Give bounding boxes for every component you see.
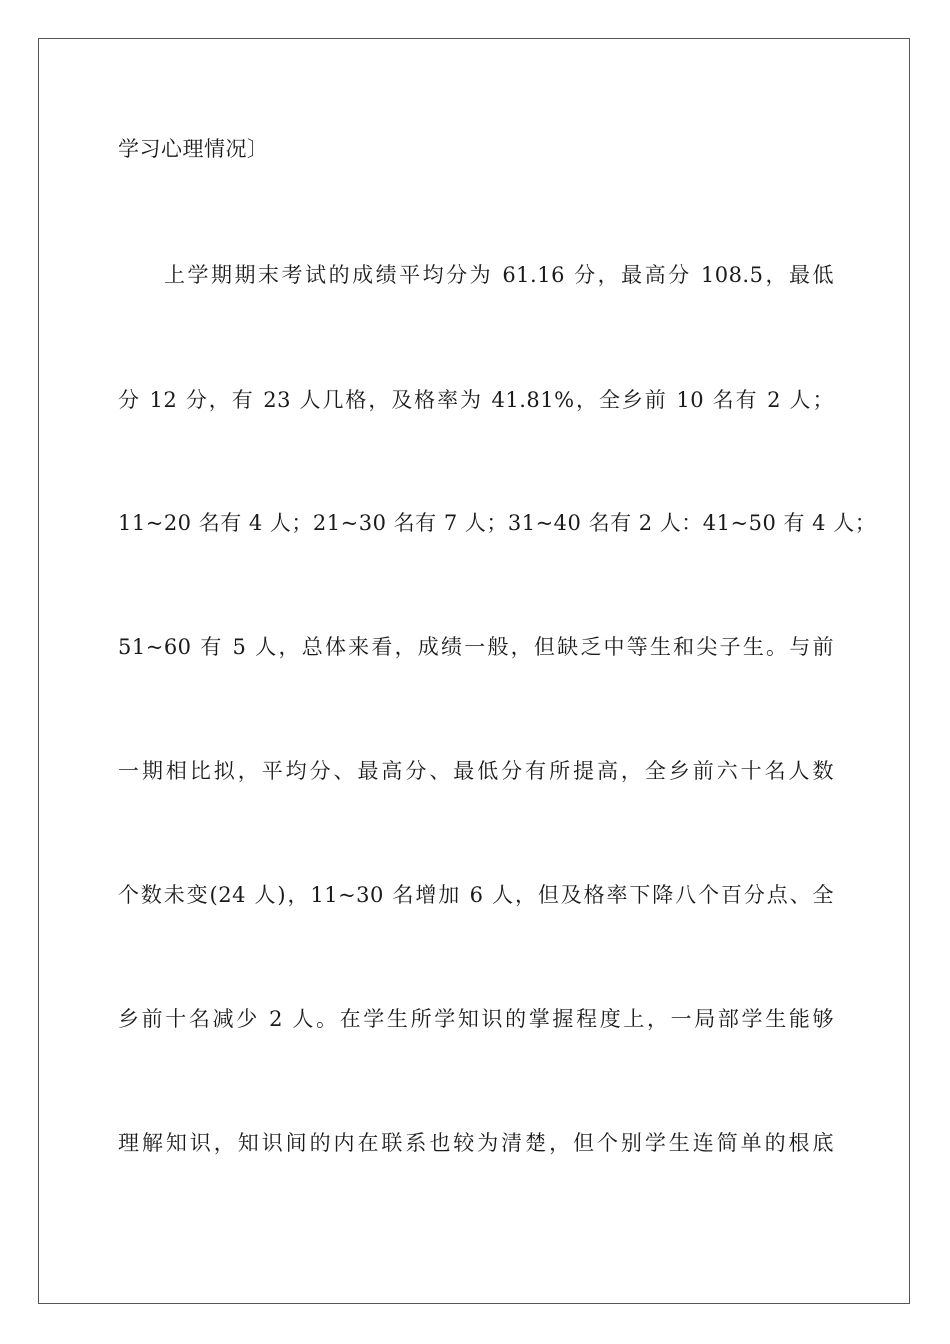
page-frame	[38, 38, 910, 1304]
paragraph-line-4: 51~60 有 5 人，总体来看，成绩一般，但缺乏中等生和尖子生。与前	[118, 635, 834, 659]
paragraph-line-7: 乡前十名减少 2 人。在学生所学知识的掌握程度上，一局部学生能够	[118, 1007, 834, 1031]
paragraph-line-1: 上学期期末考试的成绩平均分为 61.16 分，最高分 108.5，最低	[164, 263, 834, 287]
paragraph-line-6: 个数未变(24 人)，11~30 名增加 6 人，但及格率下降八个百分点、全	[118, 883, 834, 907]
paragraph-line-2: 分 12 分，有 23 人几格，及格率为 41.81%，全乡前 10 名有 2 人；	[118, 388, 834, 412]
section-heading-line: 学习心理情况〕	[118, 137, 269, 161]
paragraph-line-8: 理解知识，知识间的内在联系也较为清楚，但个别学生连简单的根底	[118, 1131, 834, 1155]
paragraph-line-5: 一期相比拟，平均分、最高分、最低分有所提高，全乡前六十名人数	[118, 759, 834, 783]
paragraph-line-3: 11~20 名有 4 人；21~30 名有 7 人；31~40 名有 2 人：41~50 有 4 人；	[118, 511, 877, 535]
